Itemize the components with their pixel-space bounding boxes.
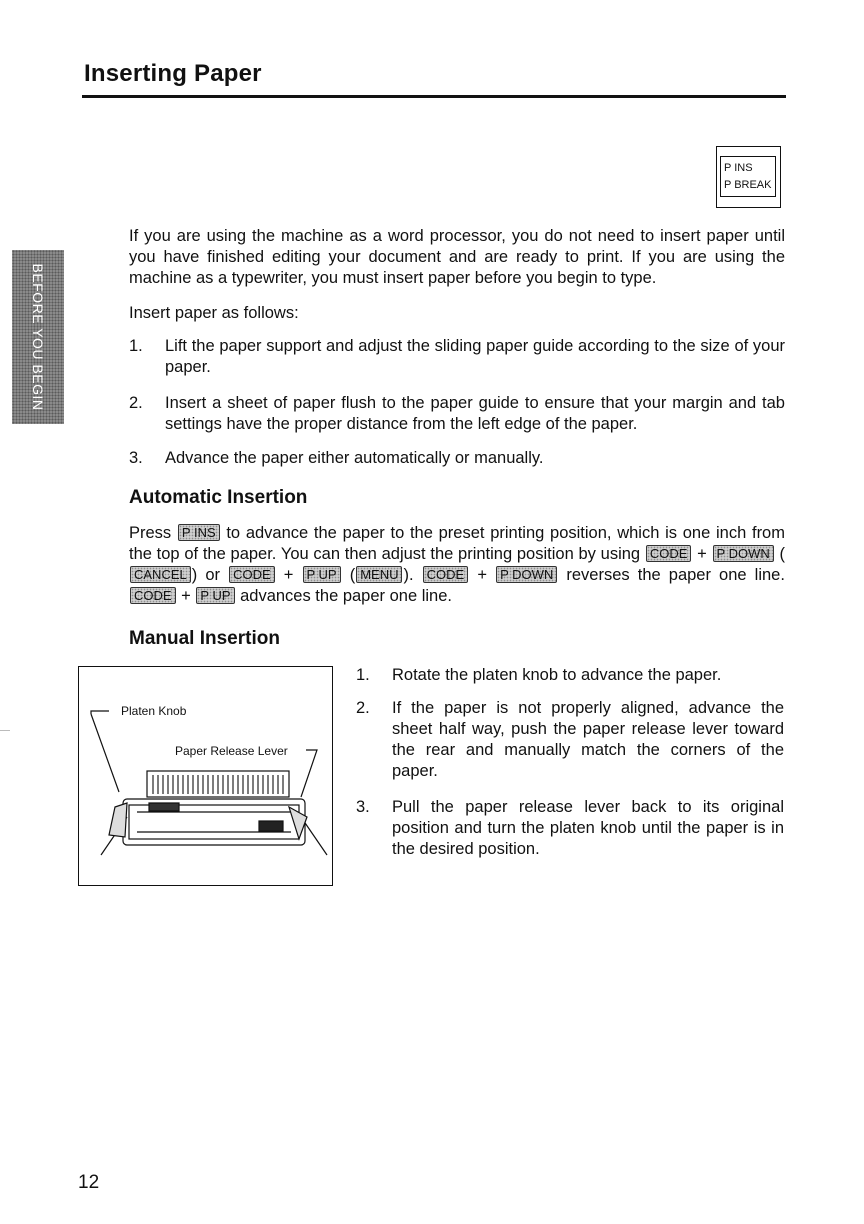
p-up-key: P UP (196, 587, 234, 604)
list-item-text: Pull the paper release lever back to its original position and turn the platen knob until the paper is in the desired position. (392, 798, 784, 858)
key-cap (720, 156, 776, 197)
text: reverses the paper one line. (566, 566, 785, 584)
list-item (356, 698, 784, 782)
p-up-key: P UP (303, 566, 341, 583)
code-key: CODE (130, 587, 176, 604)
key-label-secondary: P BREAK (724, 179, 772, 191)
platen-knob-label: Platen Knob (121, 704, 187, 718)
typewriter-illustration (78, 666, 333, 886)
plus-sign: + (181, 587, 191, 605)
list-item (129, 393, 785, 435)
plus-sign: + (283, 566, 294, 584)
paper-release-lever-label: Paper Release Lever (175, 744, 288, 758)
list-item-text: Lift the paper support and adjust the sliding paper guide according to the size of your paper. (165, 337, 785, 376)
intro-lead: Insert paper as follows: (129, 304, 299, 322)
margin-mark (0, 730, 10, 731)
list-item-number: 2. (129, 394, 143, 412)
list-item-number: 3. (129, 449, 143, 467)
automatic-insertion-paragraph (129, 523, 785, 607)
code-key: CODE (646, 545, 692, 562)
text: ( (779, 545, 786, 563)
page-title: Inserting Paper (84, 60, 262, 87)
text: ). (403, 566, 414, 584)
code-key: CODE (229, 566, 275, 583)
list-item-text: Rotate the platen knob to advance the paper. (392, 666, 722, 684)
section-side-tab (12, 250, 64, 424)
key-label-primary: P INS (724, 162, 753, 174)
text: ( (349, 566, 356, 584)
list-item (129, 448, 785, 469)
side-tab-label: BEFORE YOU BEGIN (30, 263, 46, 411)
list-item-text: Insert a sheet of paper flush to the paper guide to ensure that your margin and tab settings have the proper distance from the left edge of the paper. (165, 394, 785, 433)
list-item-number: 3. (356, 798, 370, 816)
menu-key: MENU (356, 566, 402, 583)
p-down-key: P DOWN (496, 566, 557, 583)
title-divider (82, 95, 786, 98)
list-item (129, 336, 785, 378)
cancel-key: CANCEL (130, 566, 191, 583)
text: ) or (191, 566, 221, 584)
intro-paragraph: If you are using the machine as a word processor, you do not need to insert paper until you have finished editing your document and are ready to print. If you are using the machine as a typewriter, you must insert paper before you begin to type. (129, 227, 785, 287)
p-ins-key-icon (716, 146, 781, 208)
p-down-key: P DOWN (713, 545, 774, 562)
text: advances the paper one line. (240, 587, 452, 605)
text: to advance the paper to the preset printing position, which is one inch from the top of the paper. You can then adjust the printing position by using (129, 524, 785, 563)
page-number: 12 (78, 1172, 100, 1193)
manual-insertion-heading: Manual Insertion (129, 628, 280, 649)
list-item-number: 1. (356, 666, 370, 684)
code-key: CODE (423, 566, 469, 583)
list-item-text: If the paper is not properly aligned, advance the sheet half way, push the paper release lever toward the rear and manually match the corners of the paper. (392, 699, 784, 780)
plus-sign: + (477, 566, 487, 584)
list-item-text: Advance the paper either automatically or manually. (165, 449, 544, 467)
list-item-number: 2. (356, 699, 370, 717)
typewriter-drawing (79, 667, 334, 887)
list-item (356, 797, 784, 860)
text: Press (129, 524, 172, 542)
plus-sign: + (697, 545, 707, 563)
list-item (356, 665, 784, 686)
automatic-insertion-heading: Automatic Insertion (129, 487, 308, 508)
p-ins-key: P INS (178, 524, 220, 541)
list-item-number: 1. (129, 337, 143, 355)
